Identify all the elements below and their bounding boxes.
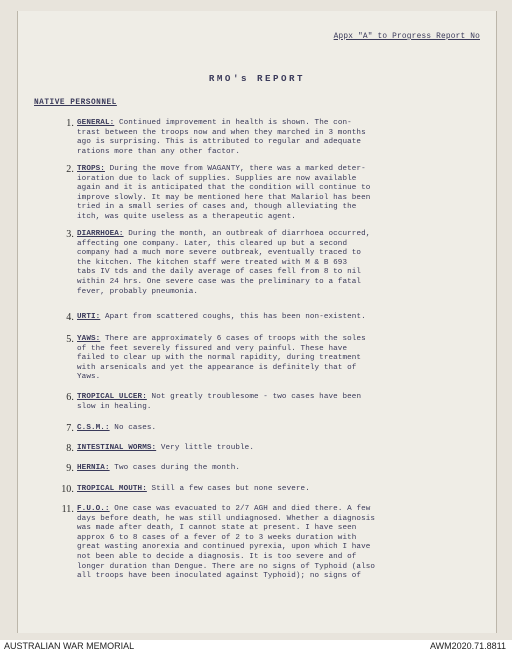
item-text: There are approximately 6 cases of troops with the soles of the feet severely fissured and very painful. These have failed to clear up with the normal rapidity, during treatment with arsenicals and yet the appearance is definitely that of Yaws.: [77, 335, 366, 382]
item-number: 7.: [66, 423, 74, 434]
report-title: RMO's REPORT: [208, 73, 306, 84]
item-text: Still a few cases but none severe.: [151, 485, 310, 493]
item-heading: DIARRHOEA:: [77, 230, 124, 238]
item-number: 8.: [66, 443, 74, 454]
item-text: During the move from WAGANTY, there was a marked deter- ioration due to lack of supplies. Supplies are now available again and it is anticipated that the condition will continue to improve slowly. It may be mentioned here that Malariol has been tried in a small series of cases and, though alleviating the itch, was quite useless as a therapeutic agent.: [77, 165, 371, 221]
section-heading: NATIVE PERSONNEL: [34, 99, 117, 107]
item-number: 1.: [66, 118, 74, 129]
item-heading: TROPICAL MOUTH:: [77, 485, 147, 493]
item-number: 5.: [66, 334, 74, 345]
item-heading: YAWS:: [77, 335, 101, 343]
item-text: No cases.: [114, 424, 157, 432]
item-text: Not greatly troublesome - two cases have been slow in healing.: [77, 393, 362, 411]
item-text: One case was evacuated to 2/7 AGH and died there. A few days before death, he was still undiagnosed. Whether a diagnosis was made after death, I cannot state at present. I have seen approx 6 to 8 cases of a fever of 2 to 3 weeks duration with great wasting anorexia and continued pyrexia, upon which I have not been able to decide a diagnosis. It is too severe and of longer duration than Dengue. There are no signs of Typhoid (also all troops have been inoculated against Typhoid); no signs of: [77, 505, 376, 581]
item-heading: HERNIA:: [77, 464, 110, 472]
item-heading: F.U.O.:: [77, 505, 110, 513]
document-page: [17, 11, 497, 633]
item-text: Apart from scattered coughs, this has been non-existent.: [104, 313, 366, 321]
item-heading: TROPICAL ULCER:: [77, 393, 147, 401]
item-text: Two cases during the month.: [114, 464, 241, 472]
archive-footer: [0, 640, 512, 653]
item-heading: TROPS:: [77, 165, 105, 173]
item-number: 2.: [66, 164, 74, 175]
item-number: 4.: [66, 312, 74, 323]
appendix-header: Appx "A" to Progress Report No: [333, 33, 480, 41]
item-heading: INTESTINAL WORMS:: [77, 444, 157, 452]
item-heading: URTI:: [77, 313, 101, 321]
item-text: During the month, an outbreak of diarrhoea occurred, affecting one company. Later, this cleared up but a second company had a much more severe outbreak, eventually traced to the kitchen. The kitchen staff were treated with M & B 693 tabs IV tds and the daily average of cases fell from 8 to nil within 24 hrs. One severe case was the preliminary to a fatal fever, probably pneumonia.: [77, 230, 371, 296]
item-number: 6.: [66, 392, 74, 403]
item-heading: C.S.M.:: [77, 424, 110, 432]
item-number: 9.: [66, 463, 74, 474]
item-number: 10.: [61, 484, 74, 495]
institution-label: AUSTRALIAN WAR MEMORIAL: [4, 641, 135, 651]
item-number: 3.: [66, 229, 74, 240]
item-number: 11.: [61, 504, 74, 515]
item-heading: GENERAL:: [77, 119, 115, 127]
accession-number: AWM2020.71.8811: [429, 641, 506, 651]
item-text: Very little trouble.: [160, 444, 254, 452]
item-text: Continued improvement in health is shown. The con- trast between the troops now and when they marched in 3 months ago is surprising. This is attributed to regular and adequate rations more than any other factor.: [77, 119, 366, 156]
